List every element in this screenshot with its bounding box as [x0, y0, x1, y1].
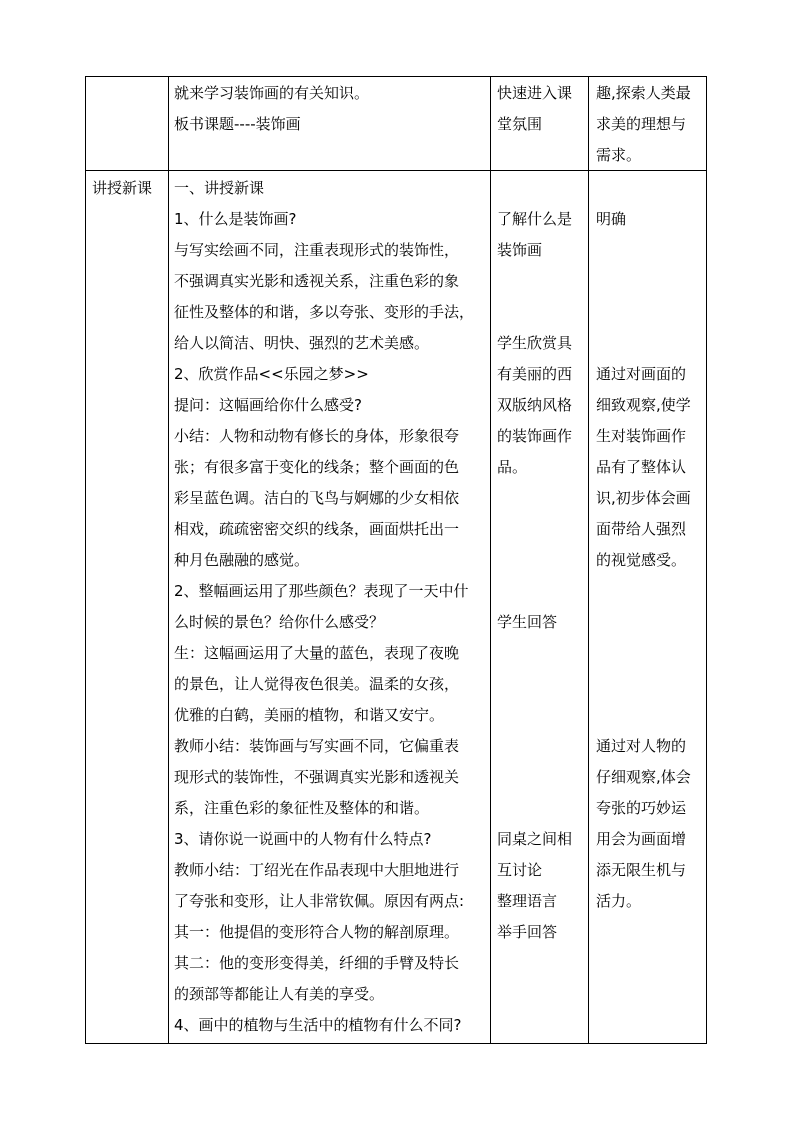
row2-stage-cell — [92, 173, 152, 204]
text-line: 就来学习装饰画的有关知识。 — [174, 84, 370, 102]
col-divider-2 — [490, 76, 491, 1044]
text-line: 2、整幅画运用了那些颜色？表现了一天中什 — [174, 582, 469, 600]
col-divider-1 — [168, 76, 169, 1044]
text-line: 张；有很多富于变化的线条；整个画面的色 — [174, 458, 460, 476]
text-line: 不强调真实光影和透视关系，注重色彩的象 — [174, 272, 460, 290]
text-line: 4、画中的植物与生活中的植物有什么不同? — [174, 1016, 462, 1034]
row2-student-cell-b — [497, 328, 572, 483]
text-line: 整理语言 — [497, 892, 558, 910]
text-line: 了解什么是 — [497, 210, 573, 228]
text-line: 相戏，疏疏密密交织的线条，画面烘托出一 — [174, 520, 460, 538]
text-line: 其二：他的变形变得美，纤细的手臂及特长 — [174, 954, 460, 972]
text-line: 装饰画 — [497, 241, 543, 259]
text-line: 快速进入课 — [497, 84, 573, 102]
text-line: 1、什么是装饰画? — [174, 210, 297, 228]
text-line: 3、请你说一说画中的人物有什么特点? — [174, 830, 432, 848]
text-line: 板书课题----装饰画 — [174, 115, 301, 133]
text-line: 的视觉感受。 — [596, 551, 687, 569]
text-line: 种月色融融的感觉。 — [174, 551, 310, 569]
text-line: 有美丽的西 — [497, 365, 573, 383]
text-line: 品。 — [497, 458, 528, 476]
text-line: 互讨论 — [497, 861, 543, 879]
text-line: 双版纳风格 — [497, 396, 573, 414]
text-line: 给人以简洁、明快、强烈的艺术美感。 — [174, 334, 430, 352]
text-line: 识,初步体会画 — [596, 489, 691, 507]
row2-student-cell-d — [497, 824, 572, 948]
row2-intent-cell-c — [596, 731, 691, 917]
text-line: 学生回答 — [497, 613, 558, 631]
text-line: 与写实绘画不同，注重表现形式的装饰性， — [174, 241, 460, 259]
text-line: 提问：这幅画给你什么感受? — [174, 396, 362, 414]
text-line: 彩呈蓝色调。洁白的飞鸟与婀娜的少女相依 — [174, 489, 460, 507]
table-right-border — [706, 76, 707, 1044]
text-line: 2、欣赏作品<<乐园之梦>> — [174, 365, 369, 383]
text-line: 仔细观察,体会 — [596, 768, 691, 786]
text-line: 的颈部等都能让人有美的享受。 — [174, 985, 385, 1003]
text-line: 求美的理想与 — [596, 115, 687, 133]
text-line: 征性及整体的和谐，多以夸张、变形的手法， — [174, 303, 475, 321]
text-line: 细致观察,使学 — [596, 396, 691, 414]
text-line: 夸张的巧妙运 — [596, 799, 687, 817]
col-divider-3 — [588, 76, 589, 1044]
text-line: 现形式的装饰性，不强调真实光影和透视关 — [174, 768, 460, 786]
row1-intent-cell — [596, 78, 691, 171]
text-line: 需求。 — [596, 146, 642, 164]
text-line: 系，注重色彩的象征性及整体的和谐。 — [174, 799, 430, 817]
text-line: 其一：他提倡的变形符合人物的解剖原理。 — [174, 923, 460, 941]
text-line: 通过对画面的 — [596, 365, 687, 383]
table-top-border — [85, 76, 707, 77]
table-bottom-border — [85, 1043, 707, 1044]
text-line: 一、讲授新课 — [174, 179, 265, 197]
text-line: 了夸张和变形，让人非常钦佩。原因有两点: — [174, 892, 465, 910]
text-line: 教师小结：丁绍光在作品表现中大胆地进行 — [174, 861, 460, 879]
text-line: 学生欣赏具 — [497, 334, 573, 352]
text-line: 添无限生机与 — [596, 861, 687, 879]
text-line: 生：这幅画运用了大量的蓝色，表现了夜晚 — [174, 644, 460, 662]
stage-label: 讲授新课 — [92, 179, 153, 197]
text-line: 的装饰画作 — [497, 427, 573, 445]
row2-student-cell-a — [497, 204, 572, 266]
text-line: 同桌之间相 — [497, 830, 573, 848]
text-line: 活力。 — [596, 892, 642, 910]
row2-intent-cell-a — [596, 204, 626, 235]
text-line: 举手回答 — [497, 923, 558, 941]
text-line: 优雅的白鹤，美丽的植物，和谐又安宁。 — [174, 706, 445, 724]
text-line: 堂氛围 — [497, 115, 543, 133]
text-line: 通过对人物的 — [596, 737, 687, 755]
row2-intent-cell-b — [596, 359, 691, 576]
text-line: 用会为画面增 — [596, 830, 687, 848]
text-line: 生对装饰画作 — [596, 427, 687, 445]
text-line: 教师小结：装饰画与写实画不同，它偏重表 — [174, 737, 460, 755]
text-line: 明确 — [596, 210, 627, 228]
row1-content-cell — [174, 78, 369, 140]
text-line: 的景色，让人觉得夜色很美。温柔的女孩， — [174, 675, 460, 693]
text-line: 趣,探索人类最 — [596, 84, 691, 102]
text-line: 品有了整体认 — [596, 458, 687, 476]
row2-student-cell-c — [497, 607, 557, 638]
text-line: 么时候的景色？给你什么感受？ — [174, 613, 385, 631]
table-left-border — [85, 76, 86, 1044]
row2-content-cell — [174, 173, 474, 1041]
lesson-table — [85, 76, 707, 1044]
row1-student-cell — [497, 78, 572, 140]
text-line: 小结：人物和动物有修长的身体，形象很夸 — [174, 427, 460, 445]
text-line: 面带给人强烈 — [596, 520, 687, 538]
